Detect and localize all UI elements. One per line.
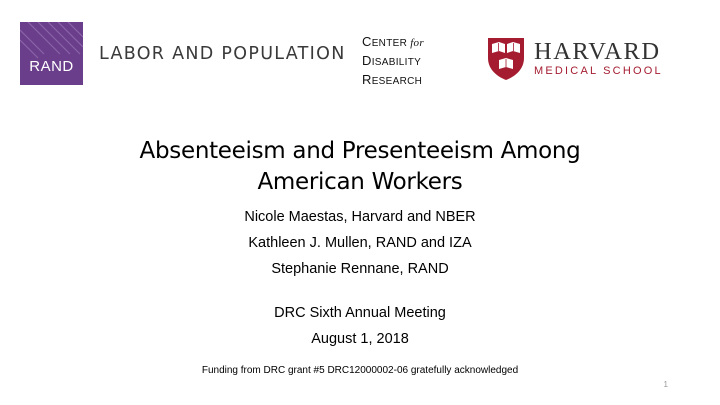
medical-school-wordmark: MEDICAL SCHOOL: [534, 64, 663, 77]
rand-wordmark: RAND: [29, 58, 74, 75]
title-line-1: Absenteeism and Presenteeism Among: [139, 138, 581, 164]
rand-logo: [20, 22, 346, 85]
cdr-line-center: CENTER for: [362, 34, 424, 49]
author-item: Stephanie Rennane, RAND: [271, 261, 449, 277]
cdr-line-research: RESEARCH: [362, 72, 423, 87]
meeting-date: August 1, 2018: [311, 331, 409, 347]
author-item: Kathleen J. Mullen, RAND and IZA: [248, 235, 472, 251]
harvard-shield-icon: [486, 36, 526, 82]
meeting-info: [0, 300, 720, 352]
slide-number: 1: [663, 380, 668, 389]
harvard-wordmark: HARVARD: [534, 37, 661, 65]
harvard-medical-school-logo: [486, 36, 663, 82]
labor-population-label: LABOR AND POPULATION: [99, 43, 346, 64]
meeting-name: DRC Sixth Annual Meeting: [274, 305, 446, 321]
slide-title: [0, 136, 720, 198]
rand-stripes-icon: [20, 22, 83, 85]
author-list: [0, 204, 720, 282]
author-item: Nicole Maestas, Harvard and NBER: [244, 209, 476, 225]
funding-note: Funding from DRC grant #5 DRC12000002-06 gratefully acknowledged: [201, 365, 519, 376]
cdr-line-disability: DISABILITY: [362, 53, 422, 68]
title-line-2: American Workers: [257, 169, 463, 195]
rand-logo-mark: [20, 22, 83, 85]
cdr-logo: [362, 33, 424, 90]
